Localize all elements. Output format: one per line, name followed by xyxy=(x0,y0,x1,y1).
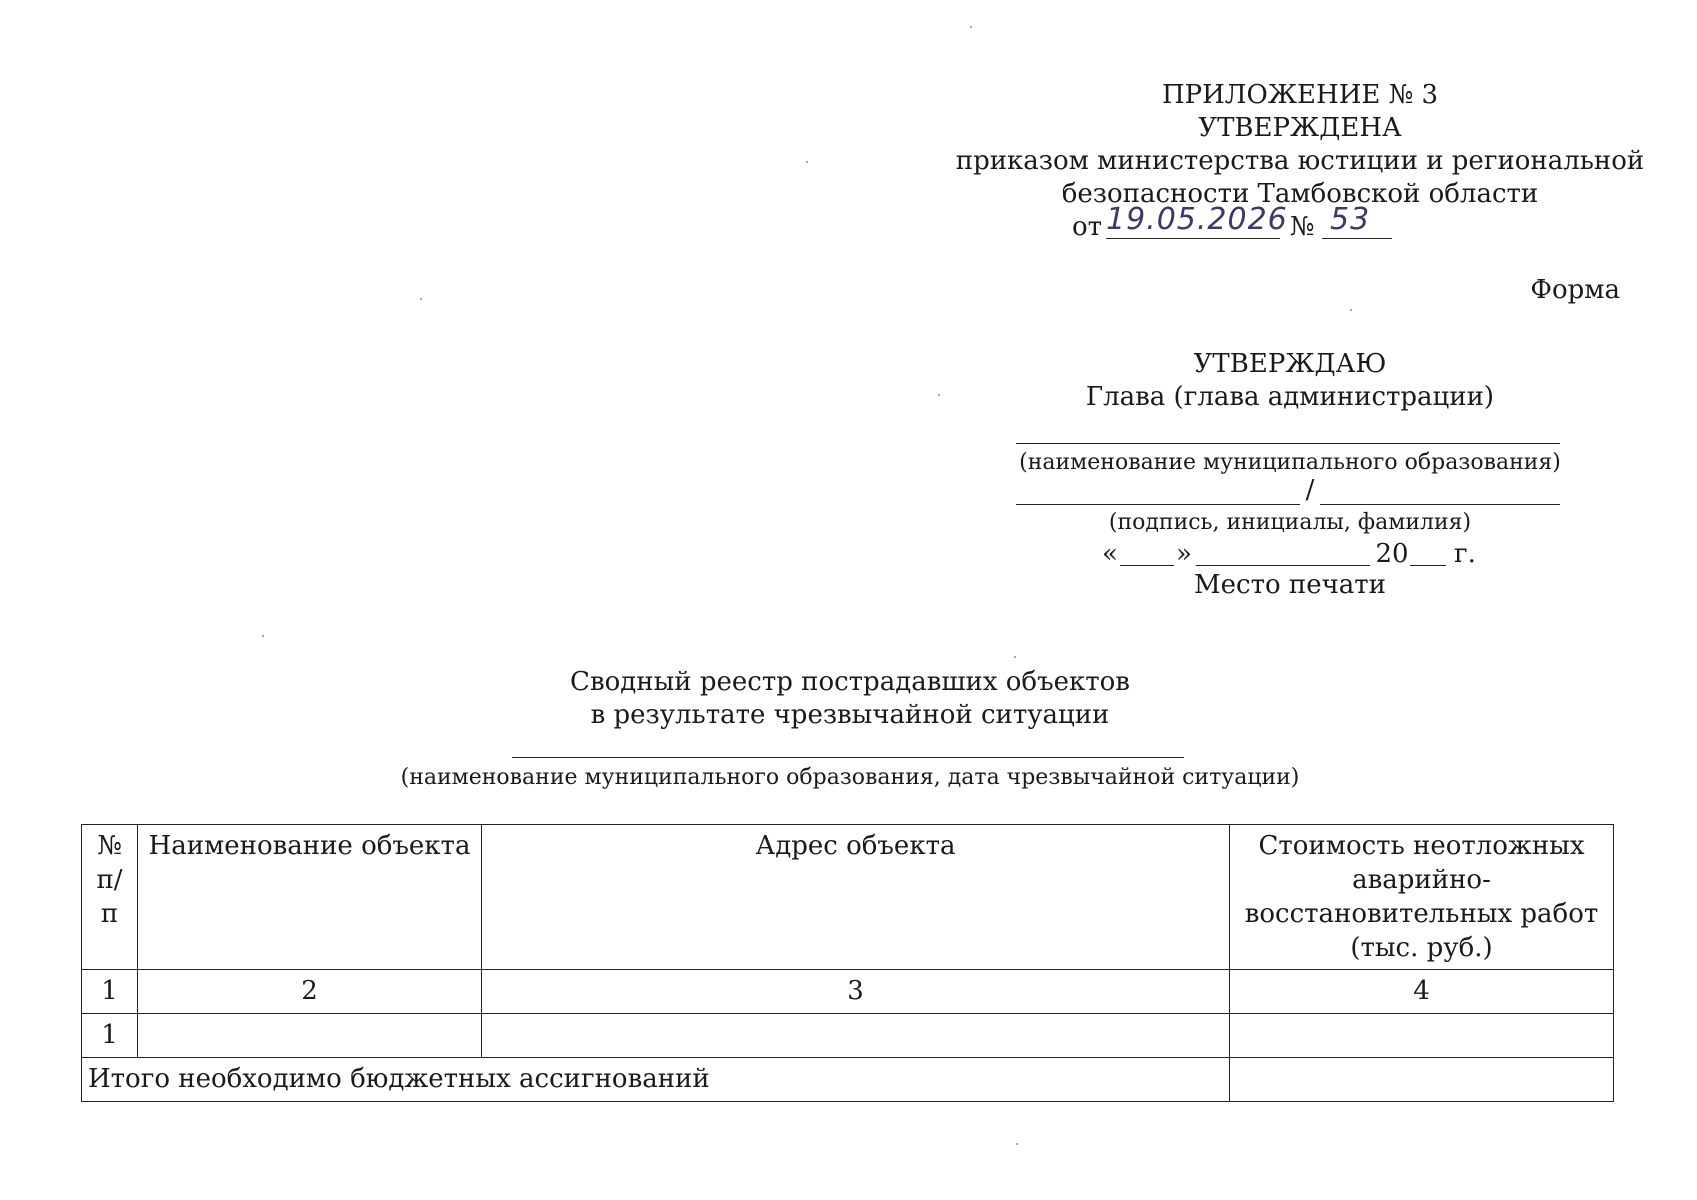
total-label: Итого необходимо бюджетных ассигнований xyxy=(82,1058,1230,1102)
column-number-cell: 1 xyxy=(82,970,138,1014)
stamp-place: Место печати xyxy=(1194,570,1386,600)
approval-month-line xyxy=(1196,565,1370,566)
approval-head: Глава (глава администрации) xyxy=(1085,382,1495,412)
scan-speck xyxy=(1014,656,1016,658)
order-date-handwritten: 19.05.2026 xyxy=(1106,202,1288,237)
scan-speck xyxy=(262,635,264,637)
order-text-line2: безопасности Тамбовской области xyxy=(1061,179,1539,209)
approval-day-line xyxy=(1120,565,1174,566)
signature-slash: / xyxy=(1305,475,1315,505)
table-header-row xyxy=(82,825,1614,970)
header-cell: Стоимость неотложных аварийно-восстановительных работ (тыс. руб.) xyxy=(1230,825,1614,970)
signature-caption: (подпись, инициалы, фамилия) xyxy=(1108,510,1472,535)
scan-speck xyxy=(970,26,972,28)
scan-speck xyxy=(1350,309,1352,311)
total-row xyxy=(82,1058,1614,1102)
table-cell: 1 xyxy=(82,1014,138,1058)
header-cell: Наименование объекта xyxy=(138,825,482,970)
scan-speck xyxy=(938,394,940,396)
order-number-line xyxy=(1322,238,1392,239)
scan-speck xyxy=(420,298,422,300)
name-line xyxy=(1320,504,1560,505)
total-value xyxy=(1230,1058,1614,1102)
order-date-prefix: от xyxy=(1071,212,1102,242)
scan-speck xyxy=(1016,1143,1018,1145)
register-municipality-line xyxy=(512,757,1184,758)
approval-date-close-quote: » xyxy=(1176,539,1192,569)
order-number-handwritten: 53 xyxy=(1330,202,1371,237)
order-number-prefix: № xyxy=(1289,212,1315,242)
table-row xyxy=(82,1014,1614,1058)
column-number-row xyxy=(82,970,1614,1014)
register-title-line2: в результате чрезвычайной ситуации xyxy=(590,700,1110,730)
order-text-line1: приказом министерства юстиции и региональной xyxy=(955,146,1645,176)
register-title-line1: Сводный реестр пострадавших объектов xyxy=(570,667,1130,697)
header-cell: № п/п xyxy=(82,825,138,970)
table-cell xyxy=(1230,1014,1614,1058)
table-cell xyxy=(138,1014,482,1058)
order-date-line xyxy=(1106,238,1280,239)
approval-title: УТВЕРЖДАЮ xyxy=(1193,349,1387,379)
approval-year-suffix: г. xyxy=(1454,539,1476,569)
approved-label: УТВЕРЖДЕНА xyxy=(1198,113,1402,143)
municipality-line xyxy=(1016,443,1560,444)
signature-line xyxy=(1016,504,1300,505)
appendix-number: ПРИЛОЖЕНИЕ № 3 xyxy=(1161,80,1439,110)
approval-year-prefix: 20 xyxy=(1375,539,1409,569)
form-label: Форма xyxy=(1530,275,1620,305)
header-cell: Адрес объекта xyxy=(482,825,1230,970)
register-caption: (наименование муниципального образования, дата чрезвычайной ситуации) xyxy=(400,765,1300,790)
column-number-cell: 2 xyxy=(138,970,482,1014)
table-cell xyxy=(482,1014,1230,1058)
approval-date-open-quote: « xyxy=(1102,539,1118,569)
approval-year-line xyxy=(1410,565,1446,566)
column-number-cell: 4 xyxy=(1230,970,1614,1014)
municipality-caption: (наименование муниципального образования) xyxy=(1019,450,1561,475)
register-table xyxy=(81,824,1614,1102)
scan-speck xyxy=(806,161,808,163)
column-number-cell: 3 xyxy=(482,970,1230,1014)
